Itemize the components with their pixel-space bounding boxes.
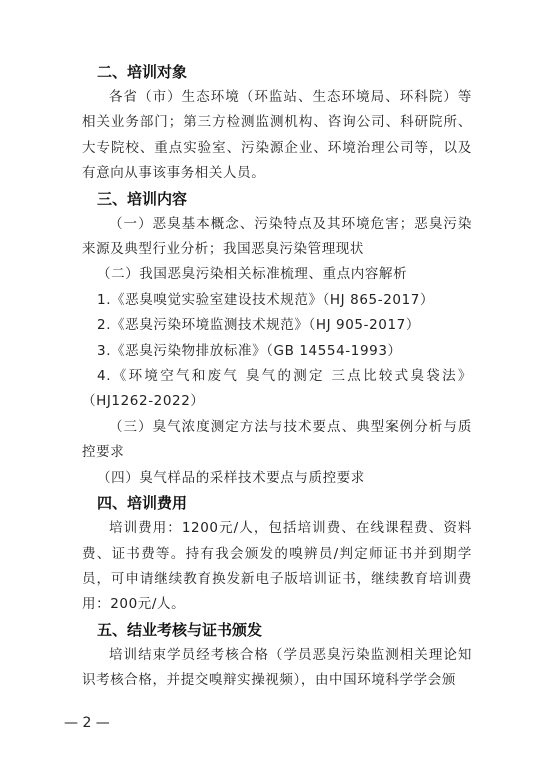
standard-item-3: 3.《恶臭污染物排放标准》（GB 14554-1993） [97, 342, 402, 359]
document-body [82, 60, 472, 694]
section-heading-assessment-certificate: 五、结业考核与证书颁发 [97, 620, 263, 639]
paragraph-content-part-1: （一）恶臭基本概念、污染特点及其环境危害；恶臭污染来源及典型行业分析；我国恶臭污染管理现状 [82, 215, 472, 258]
standard-item-1: 1.《恶臭嗅觉实验室建设技术规范》（HJ 865-2017） [97, 291, 435, 308]
standard-item-2: 2.《恶臭污染环境监测技术规范》（HJ 905-2017） [97, 317, 420, 334]
paragraph-assessment-certificate: 培训结束学员经考核合格（学员恶臭污染监测相关理论知识考核合格，并提交嗅辩实操视频），由中国环境科学学会颁 [82, 646, 472, 689]
page-number: — 2 — [64, 715, 110, 731]
paragraph-training-audience: 各省（市）生态环境（环监站、生态环境局、环科院）等相关业务部门；第三方检测监测机构、咨询公司、科研院所、大专院校、重点实验室、污染源企业、环境治理公司等，以及有意向从事该事务相关人员。 [82, 89, 472, 182]
paragraph-content-part-4: （四）臭气样品的采样技术要点与质控要求 [97, 469, 365, 486]
section-heading-training-fees: 四、培训费用 [97, 494, 188, 513]
section-heading-training-content: 三、培训内容 [97, 189, 188, 208]
paragraph-training-fees: 培训费用：1200元/人，包括培训费、在线课程费、资料费、证书费等。持有我会颁发的嗅辨员/判定师证书并到期学员，可申请继续教育换发新电子版培训证书，继续教育培训费用：200元/人。 [82, 520, 472, 613]
paragraph-content-part-2: （二）我国恶臭污染相关标准梳理、重点内容解析 [97, 266, 408, 283]
standard-item-4: 4.《环境空气和废气 臭气的测定 三点比较式臭袋法》（HJ1262-2022） [82, 368, 472, 410]
section-heading-training-audience: 二、培训对象 [97, 63, 188, 81]
paragraph-content-part-3: （三）臭气浓度测定方法与技术要点、典型案例分析与质控要求 [82, 418, 472, 461]
